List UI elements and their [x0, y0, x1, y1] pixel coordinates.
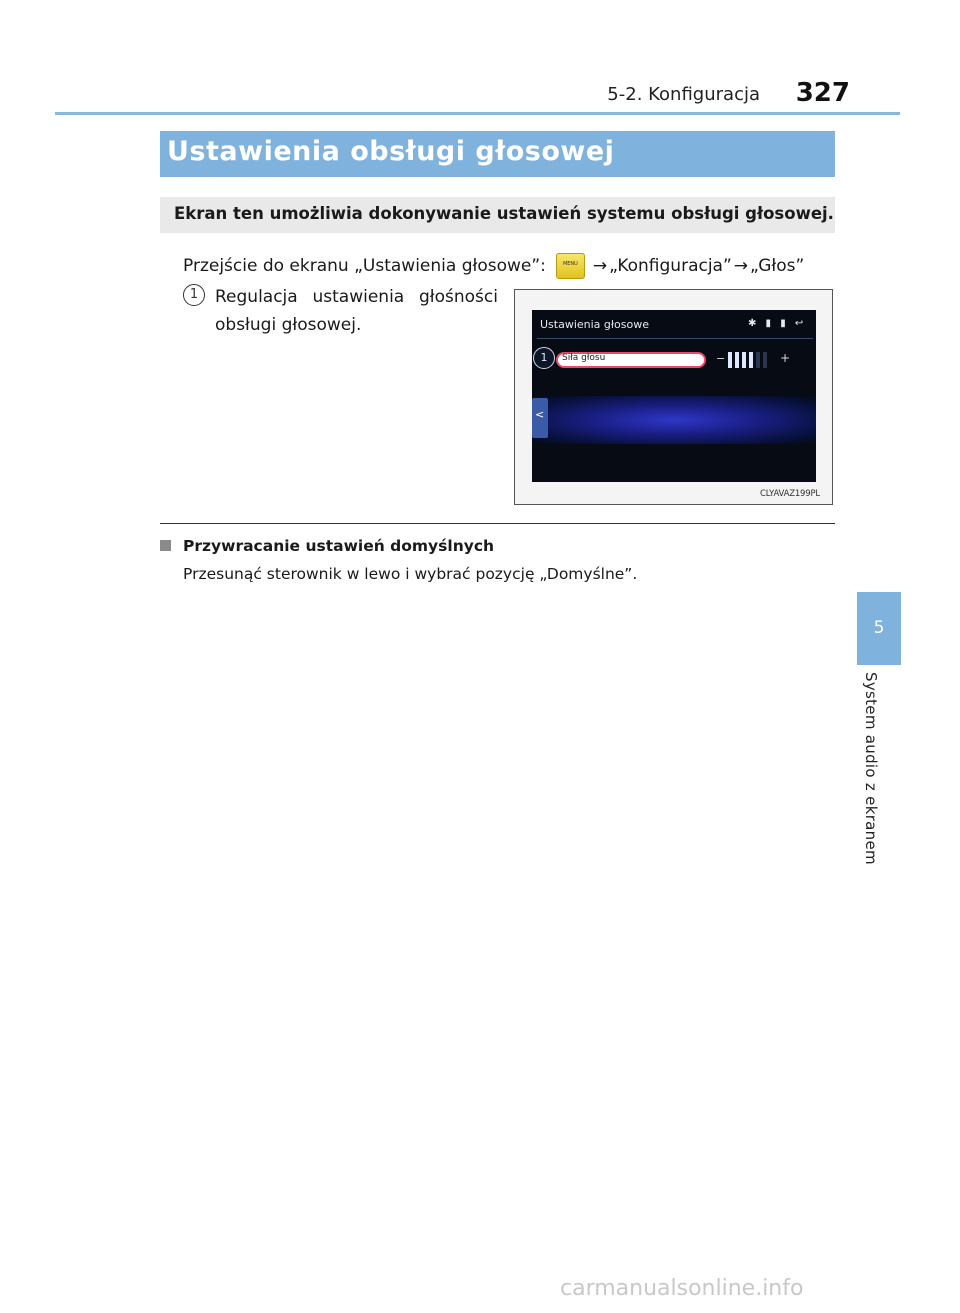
- subsection-text: Przesunąć sterownik w lewo i wybrać pozycję „Domyślne”.: [183, 565, 638, 583]
- navigation-path: [183, 253, 804, 279]
- path-prefix: Przejście do ekranu „Ustawienia głosowe”:: [183, 256, 546, 276]
- chevron-left-icon: <: [535, 408, 545, 421]
- volume-bar: [735, 352, 739, 368]
- header-rule: [55, 112, 900, 115]
- volume-bar: [763, 352, 767, 368]
- path-step-2: „Głos”: [750, 256, 805, 276]
- intro-text: Ekran ten umożliwia dokonywanie ustawień systemu obsługi głosowej.: [174, 204, 834, 223]
- square-bullet-icon: [160, 540, 171, 551]
- menu-button-label: MENU: [562, 261, 578, 267]
- volume-level-bars: [728, 352, 767, 368]
- page-number: 327: [795, 78, 850, 108]
- path-step-1: „Konfiguracja”: [609, 256, 732, 276]
- screen-glow: [532, 396, 816, 444]
- section-divider: [160, 523, 835, 524]
- screen-divider: [537, 338, 813, 339]
- item-number-badge: 1: [183, 284, 205, 306]
- volume-minus-icon: −: [716, 352, 726, 365]
- volume-plus-icon: +: [780, 351, 791, 365]
- callout-marker: 1: [533, 347, 555, 369]
- volume-bar: [756, 352, 760, 368]
- volume-bar: [728, 352, 732, 368]
- section-heading: 5-2. Konfiguracja: [607, 84, 760, 105]
- figure-code: CLYAVAZ199PL: [760, 489, 820, 499]
- arrow-icon: →: [733, 256, 749, 276]
- chapter-label: System audio z ekranem: [862, 672, 880, 865]
- watermark: carmanualsonline.info: [560, 1276, 804, 1301]
- arrow-icon: →: [592, 256, 608, 276]
- item-description: Regulacja ustawienia głośności obsługi głosowej.: [215, 287, 498, 335]
- screen-title: Ustawienia głosowe: [540, 318, 649, 331]
- voice-volume-label: Siła głosu: [562, 353, 606, 363]
- menu-button-icon: [556, 253, 585, 279]
- volume-bar: [749, 352, 753, 368]
- subsection-title: Przywracanie ustawień domyślnych: [183, 537, 495, 555]
- status-icons: ✱ ▮ ▮ ↩: [748, 318, 807, 329]
- page-title: Ustawienia obsługi głosowej: [167, 136, 615, 167]
- volume-bar: [742, 352, 746, 368]
- chapter-number: 5: [873, 618, 885, 638]
